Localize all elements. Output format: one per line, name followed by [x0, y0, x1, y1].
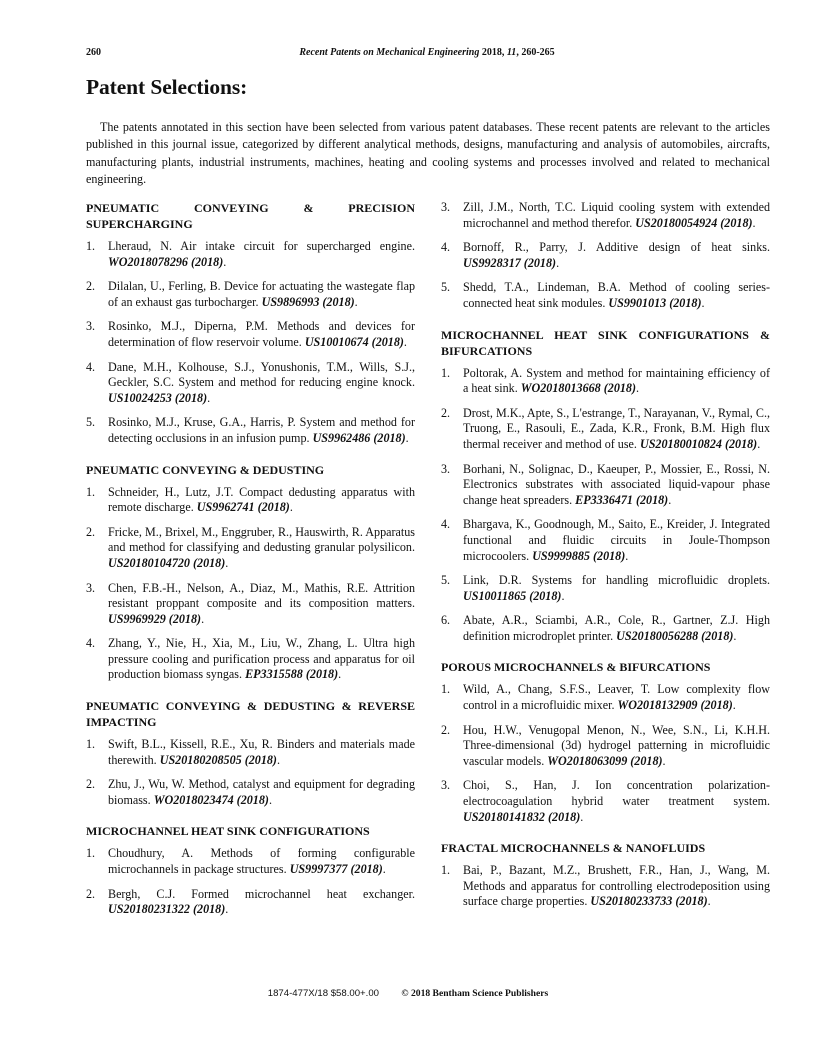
entry-number: 4.: [441, 517, 451, 532]
left-column: [86, 200, 415, 933]
entry-end: .: [289, 500, 293, 515]
entry-end: .: [556, 255, 560, 270]
entry-citation: Swift, B.L., Kissell, R.E., Xu, R. Binders and materials made therewith.: [108, 737, 415, 767]
section-heading: FRACTAL MICROCHANNELS & NANOFLUIDS: [441, 841, 706, 856]
section-heading: PNEUMATIC CONVEYING & PRECISION SUPERCHARGING: [86, 201, 415, 231]
entry-number: 2.: [86, 886, 96, 901]
patent-number: US20180056288 (2018): [616, 628, 734, 643]
patent-entry: [441, 406, 770, 453]
patent-entry: [86, 319, 415, 350]
entry-end: .: [757, 436, 761, 451]
patent-list: [441, 863, 770, 910]
patent-entry: [86, 239, 415, 270]
entry-citation: Drost, M.K., Apte, S., L'estrange, T., Narayanan, V., Rymal, C., Truong, E., Rasouli, E., Zada, K.R., Fronk, B.M. High flux thermal receiver and method of use.: [463, 405, 770, 451]
patent-entry: [441, 573, 770, 604]
entry-number: 4.: [441, 240, 451, 255]
patent-number: WO2018132909 (2018): [617, 698, 733, 713]
entry-citation: Shedd, T.A., Lindeman, B.A. Method of cooling series-connected heat sink modules.: [463, 280, 770, 310]
patent-entry: [441, 200, 770, 231]
entry-citation: Chen, F.B.-H., Nelson, A., Diaz, M., Mathis, R.E. Attrition resistant proppant composite and its composition matters.: [108, 580, 415, 611]
entry-end: .: [701, 295, 705, 310]
entry-citation: Choudhury, A. Methods of forming configurable microchannels in package structures.: [108, 846, 415, 877]
entry-number: 5.: [441, 280, 451, 295]
entry-number: 4.: [86, 636, 96, 651]
entry-number: 1.: [441, 682, 451, 697]
entry-number: 1.: [86, 846, 96, 861]
entry-number: 6.: [441, 613, 451, 628]
journal-pages: , 260-265: [516, 47, 555, 58]
entry-number: 1.: [86, 737, 96, 752]
patent-number: US20180054924 (2018): [635, 215, 753, 230]
copyright: © 2018 Bentham Science Publishers: [401, 988, 549, 999]
entry-number: 2.: [86, 279, 96, 294]
entry-citation: Schneider, H., Lutz, J.T. Compact dedusting apparatus with remote discharge.: [108, 484, 415, 515]
entry-citation: Link, D.R. Systems for handling microfluidic droplets.: [463, 573, 770, 588]
entry-end: .: [733, 628, 737, 643]
entry-end: .: [625, 548, 629, 563]
entry-number: 2.: [86, 524, 96, 539]
patent-number: US20180208505 (2018): [159, 752, 277, 767]
patent-number: US20180010824 (2018): [639, 436, 758, 451]
patent-number: WO2018023474 (2018): [153, 792, 269, 807]
patent-number: US20180141832 (2018): [463, 809, 581, 824]
patent-entry: [441, 863, 770, 910]
journal-citation: [86, 47, 768, 58]
patent-entry: [441, 723, 770, 770]
entry-citation: Zhu, J., Wu, W. Method, catalyst and equipment for degrading biomass.: [108, 777, 415, 807]
patent-section: [441, 200, 770, 312]
entry-number: 2.: [441, 405, 451, 420]
running-header: [86, 47, 768, 61]
patent-number: US9997377 (2018): [289, 862, 383, 877]
entry-end: .: [405, 430, 409, 445]
page-title: Patent Selections:: [86, 75, 248, 99]
patent-entry: [441, 240, 770, 271]
patent-section: [86, 462, 415, 684]
entry-citation: Wild, A., Chang, S.F.S., Leaver, T. Low complexity flow control in a microfluidic mixer.: [463, 682, 770, 713]
entry-end: .: [268, 792, 272, 807]
patent-number: US9962741 (2018): [196, 500, 290, 515]
patent-entry: [86, 737, 415, 768]
intro-paragraph: The patents annotated in this section have been selected from various patent databases. These recent patents are relevant to the articles published in this journal issue, categorized by different analytical methods, designs, manufacturing and analysis of automobiles, aircrafts, manufacturing plants, industrial instruments, machines, heating and cooling systems and processes involved and related to mechanical engineering.: [86, 120, 770, 187]
entry-number: 1.: [441, 863, 451, 878]
patent-number: WO2018078296 (2018): [108, 254, 224, 269]
entry-citation: Borhani, N., Solignac, D., Kaeuper, P., Mossier, E., Rossi, N. Electronics substrates with associated liquid-vapour phase change heat spreaders.: [463, 461, 770, 507]
entry-end: .: [354, 294, 358, 309]
patent-number: US9928317 (2018): [463, 255, 557, 270]
entry-number: 3.: [441, 200, 451, 214]
patent-entry: [441, 280, 770, 311]
entry-end: .: [223, 254, 227, 269]
entry-number: 3.: [86, 319, 96, 334]
entry-citation: Rosinko, M.J., Kruse, G.A., Harris, P. System and method for detecting occlusions in an infusion pump.: [108, 415, 415, 445]
entry-end: .: [561, 588, 565, 603]
patent-number: US10011865 (2018): [463, 588, 562, 603]
patent-number: US20180233733 (2018): [590, 894, 708, 909]
entry-end: .: [580, 809, 584, 824]
patent-list: [441, 682, 770, 825]
journal-volume: 11: [506, 47, 517, 58]
patent-entry: [86, 485, 415, 516]
entry-number: 5.: [441, 573, 451, 588]
patent-list: [86, 239, 415, 447]
entry-citation: Hou, H.W., Venugopal Menon, N., Wee, S.N., Li, K.H.H. Three-dimensional (3d) hydrogel patterning in microfluidic vascular models.: [463, 722, 770, 768]
patent-number: WO2018063099 (2018): [547, 753, 663, 768]
patent-entry: [441, 778, 770, 825]
patent-entry: [86, 525, 415, 572]
patent-number: US10024253 (2018): [108, 390, 208, 405]
entry-citation: Zill, J.M., North, T.C. Liquid cooling system with extended microchannel and method therefor.: [463, 200, 770, 230]
entry-end: .: [668, 492, 672, 507]
entry-number: 3.: [441, 461, 451, 476]
patent-entry: [441, 682, 770, 713]
patent-list: [86, 846, 415, 917]
entry-citation: Fricke, M., Brixel, M., Enggruber, R., Hauswirth, R. Apparatus and method for classifying and dedusting granular polysilicon.: [108, 524, 415, 555]
patent-entry: [86, 360, 415, 407]
section-heading: MICROCHANNEL HEAT SINK CONFIGURATIONS & BIFURCATIONS: [441, 327, 770, 358]
entry-number: 2.: [86, 777, 96, 792]
section-heading: POROUS MICROCHANNELS & BIFURCATIONS: [441, 660, 711, 675]
patent-number: US20180231322 (2018): [108, 902, 226, 917]
patent-number: US9962486 (2018): [312, 430, 406, 445]
patent-section: [86, 698, 415, 808]
entry-end: .: [225, 902, 229, 917]
patent-entry: [441, 366, 770, 397]
patent-entry: [441, 517, 770, 564]
patent-number: US10010674 (2018): [304, 334, 404, 349]
entry-citation: Dane, M.H., Kolhouse, S.J., Yonushonis, T.M., Wills, S.J., Geckler, S.C. System and method for reducing engine knock.: [108, 359, 415, 390]
patent-section: [86, 200, 415, 447]
patent-number: EP3336471 (2018): [575, 492, 669, 507]
patent-entry: [86, 581, 415, 628]
patent-entry: [441, 462, 770, 509]
section-heading: PNEUMATIC CONVEYING & DEDUSTING & REVERSE IMPACTING: [86, 699, 415, 730]
entry-end: .: [752, 215, 756, 230]
patent-section: [86, 823, 415, 917]
entry-number: 5.: [86, 415, 96, 430]
entry-citation: Zhang, Y., Nie, H., Xia, M., Liu, W., Zhang, L. Ultra high pressure cooling and purification process and apparatus for oil production biomass syngas.: [108, 636, 415, 682]
patent-entry: [86, 777, 415, 808]
section-heading: PNEUMATIC CONVEYING & DEDUSTING: [86, 462, 325, 477]
page-footer: [0, 988, 816, 999]
entry-citation: Bergh, C.J. Formed microchannel heat exchanger.: [108, 886, 415, 901]
patent-entry: [441, 613, 770, 644]
patent-entry: [86, 415, 415, 446]
entry-citation: Bhargava, K., Goodnough, M., Saito, E., Kreider, J. Integrated functional and fluidic circuits in Joule-Thompson microcoolers.: [463, 517, 770, 563]
issn-price: 1874-477X/18 $58.00+.00: [267, 988, 379, 999]
patent-list: [86, 485, 415, 684]
entry-number: 1.: [86, 484, 96, 499]
entry-end: .: [207, 390, 211, 405]
entry-end: .: [276, 752, 280, 767]
patent-number: US9999885 (2018): [532, 548, 626, 563]
patent-number: US9901013 (2018): [608, 295, 702, 310]
entry-citation: Lheraud, N. Air intake circuit for supercharged engine.: [108, 239, 415, 253]
entry-end: .: [403, 334, 407, 349]
page-number: 260: [86, 47, 101, 58]
patent-number: WO2018013668 (2018): [520, 381, 636, 396]
patent-entry: [86, 636, 415, 683]
entry-citation: Poltorak, A. System and method for maintaining efficiency of a heat sink.: [463, 365, 770, 396]
patent-number: US9896993 (2018): [261, 294, 355, 309]
patent-entry: [86, 846, 415, 877]
section-heading: MICROCHANNEL HEAT SINK CONFIGURATIONS: [86, 824, 370, 839]
entry-number: 3.: [86, 580, 96, 595]
entry-number: 1.: [441, 365, 451, 380]
patent-list: [441, 200, 770, 312]
entry-end: .: [382, 862, 386, 877]
entry-citation: Dilalan, U., Ferling, B. Device for actuating the wastegate flap of an exhaust gas turbocharger.: [108, 279, 415, 309]
patent-section: [441, 840, 770, 910]
patent-number: US20180104720 (2018): [108, 555, 226, 570]
entry-number: 1.: [86, 239, 96, 253]
entry-end: .: [636, 381, 640, 396]
entry-end: .: [662, 753, 666, 768]
entry-citation: Choi, S., Han, J. Ion concentration polarization-electrocoagulation hybrid water treatment system.: [463, 778, 770, 809]
entry-number: 3.: [441, 778, 451, 793]
entry-end: .: [201, 611, 205, 626]
entry-number: 2.: [441, 722, 451, 737]
patent-section: [441, 327, 770, 645]
journal-year: 2018,: [479, 47, 507, 58]
entry-citation: Abate, A.R., Sciambi, A.R., Cole, R., Gartner, Z.J. High definition microdroplet printer.: [463, 613, 770, 643]
patent-number: EP3315588 (2018): [245, 667, 339, 682]
entry-citation: Bai, P., Bazant, M.Z., Brushett, F.R., Han, J., Wang, M. Methods and apparatus for controlling electrodeposition using surface charge properties.: [463, 863, 770, 909]
entry-number: 4.: [86, 359, 96, 374]
patent-section: [441, 659, 770, 825]
right-column: [441, 200, 770, 925]
patent-list: [86, 737, 415, 808]
entry-end: .: [225, 555, 229, 570]
patent-list: [441, 366, 770, 645]
entry-end: .: [732, 698, 736, 713]
patent-entry: [86, 887, 415, 918]
patent-number: US9969929 (2018): [108, 611, 202, 626]
entry-end: .: [707, 894, 711, 909]
entry-end: .: [338, 667, 342, 682]
entry-citation: Rosinko, M.J., Diperna, P.M. Methods and devices for determination of flow reservoir volume.: [108, 319, 415, 349]
entry-citation: Bornoff, R., Parry, J. Additive design of heat sinks.: [463, 240, 770, 255]
journal-name: Recent Patents on Mechanical Engineering: [299, 47, 480, 58]
patent-entry: [86, 279, 415, 310]
